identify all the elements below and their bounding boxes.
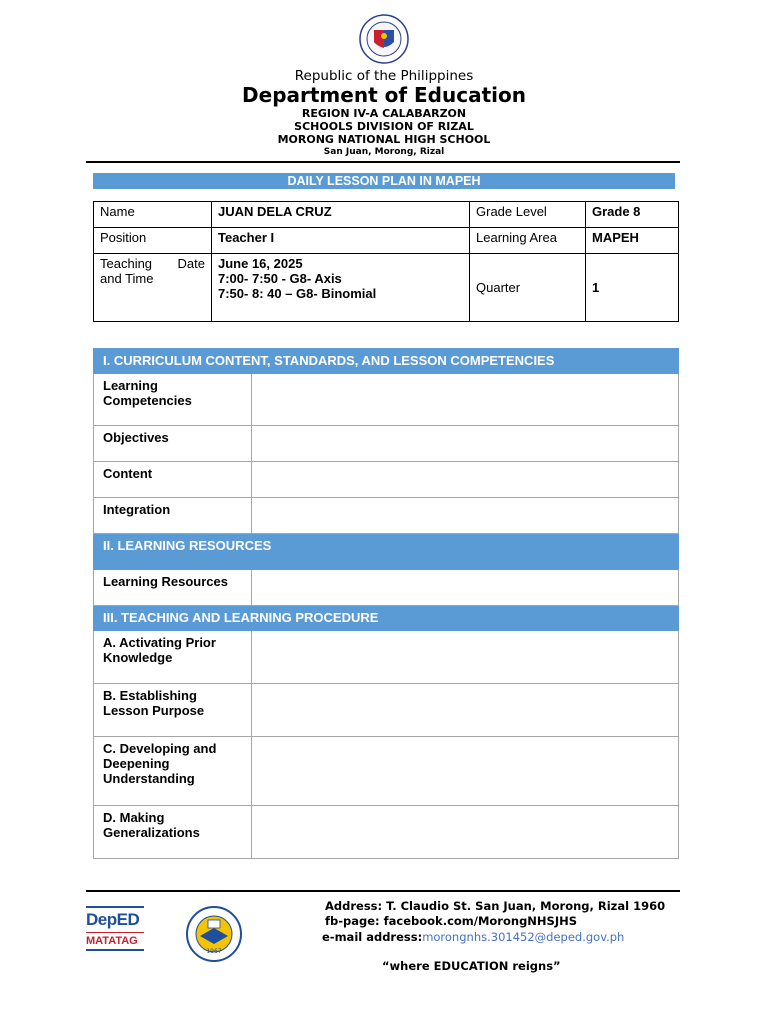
cell-learning-competencies[interactable] [252, 374, 679, 426]
row-content: Content [94, 462, 252, 498]
position-value: Teacher I [212, 228, 470, 254]
area-label: Learning Area [470, 228, 586, 254]
grade-label: Grade Level [470, 202, 586, 228]
row-making-generalizations: D. Making Generalizations [94, 806, 252, 859]
plan-title: DAILY LESSON PLAN IN MAPEH [93, 173, 675, 189]
republic-text: Republic of the Philippines [294, 68, 474, 84]
time-slot-1: 7:00- 7:50 - G8- Axis [218, 271, 342, 286]
row-learning-resources: Learning Resources [94, 570, 252, 606]
name-value: JUAN DELA CRUZ [212, 202, 470, 228]
section-procedure-header: III. TEACHING AND LEARNING PROCEDURE [94, 606, 679, 631]
date-label-word-2: Date [177, 256, 205, 271]
area-value: MAPEH [586, 228, 679, 254]
row-establishing-lesson-purpose: B. Establishing Lesson Purpose [94, 684, 252, 737]
quarter-value: 1 [586, 254, 679, 322]
row-integration: Integration [94, 498, 252, 534]
deped-logo-text: DepED [86, 910, 140, 929]
cell-content[interactable] [252, 462, 679, 498]
date-label-word-1: Teaching [100, 256, 153, 271]
region-text: REGION IV-A CALABARZON [301, 107, 467, 120]
seal-year-text: 1967 [206, 948, 222, 955]
time-slot-2: 7:50- 8: 40 – G8- Binomial [218, 286, 377, 301]
name-label: Name [94, 202, 212, 228]
quarter-label: Quarter [470, 254, 586, 322]
position-label: Position [94, 228, 212, 254]
cell-integration[interactable] [252, 498, 679, 534]
section-curriculum-header: I. CURRICULUM CONTENT, STANDARDS, AND LESSON COMPETENCIES [94, 349, 679, 374]
footer-tagline: “where EDUCATION reigns” [382, 959, 561, 973]
school-address: San Juan, Morong, Rizal [323, 147, 445, 157]
date-value: June 16, 2025 [218, 256, 303, 271]
deped-matatag-logo [86, 906, 148, 962]
lesson-plan-table [93, 348, 679, 859]
teacher-info-table [93, 201, 679, 322]
row-developing-understanding: C. Developing and Deepening Understanding [94, 737, 252, 806]
date-label-word-3: and Time [100, 271, 154, 286]
school-text: MORONG NATIONAL HIGH SCHOOL [277, 133, 491, 146]
email-label: e-mail address: [322, 930, 423, 944]
footer-address: Address: T. Claudio St. San Juan, Morong, Rizal 1960 [325, 899, 666, 913]
date-time-label [94, 254, 212, 322]
division-text: SCHOOLS DIVISION OF RIZAL [294, 120, 474, 133]
cell-activating-prior-knowledge[interactable] [252, 631, 679, 684]
deped-seal-logo [359, 14, 409, 64]
department-title: Department of Education [242, 83, 526, 107]
school-seal-logo [178, 906, 250, 962]
section-resources-header: II. LEARNING RESOURCES [94, 534, 679, 570]
cell-making-generalizations[interactable] [252, 806, 679, 859]
matatag-logo-text: MATATAG [86, 935, 138, 947]
cell-developing-understanding[interactable] [252, 737, 679, 806]
cell-establishing-lesson-purpose[interactable] [252, 684, 679, 737]
row-learning-competencies: Learning Competencies [94, 374, 252, 426]
cell-learning-resources[interactable] [252, 570, 679, 606]
cell-objectives[interactable] [252, 426, 679, 462]
email-link[interactable]: morongnhs.301452@deped.gov.ph [422, 930, 625, 944]
footer-divider [86, 890, 680, 892]
footer-email [322, 930, 624, 944]
row-activating-prior-knowledge: A. Activating Prior Knowledge [94, 631, 252, 684]
date-time-value [212, 254, 470, 322]
footer-fb-page[interactable]: fb-page: facebook.com/MorongNHSJHS [325, 914, 578, 928]
grade-value: Grade 8 [586, 202, 679, 228]
row-objectives: Objectives [94, 426, 252, 462]
header-divider [86, 161, 680, 163]
